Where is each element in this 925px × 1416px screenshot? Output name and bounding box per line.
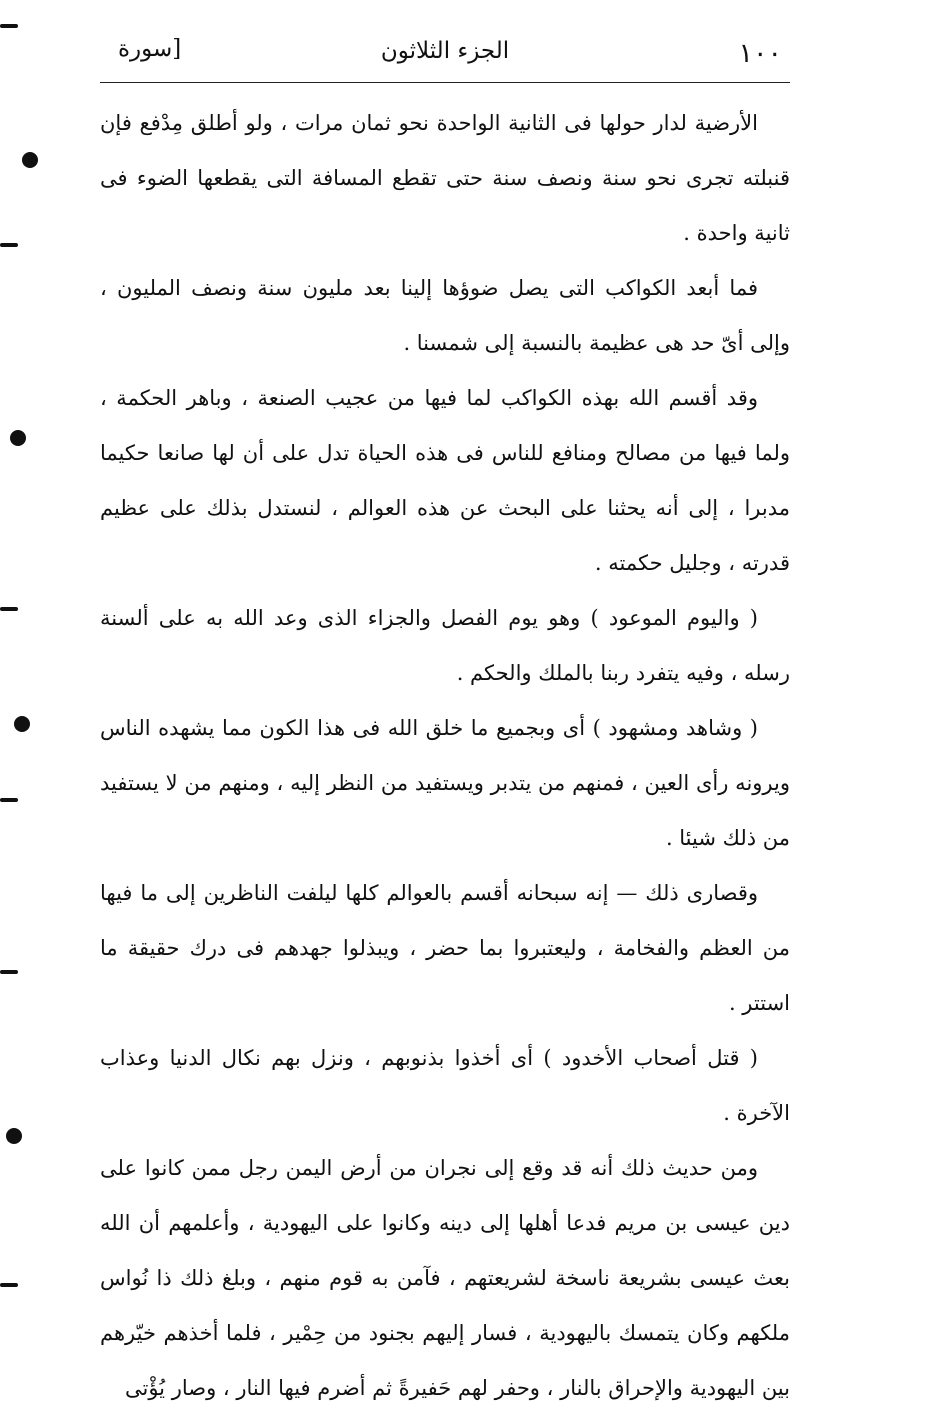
- paragraph: ومن حديث ذلك أنه قد وقع إلى نجران من أرض اليمن رجل ممن كانوا على دين عيسى بن مريم فدعا أهلها إلى دينه وكانوا على اليهودية ، وأعلمهم أن الله بعث عيسى بشريعة ناسخة لشريعتهم ، فآمن به قوم منهم ، وبلغ ذلك ذا نُواس ملكهم وكان يتمسك باليهودية ، فسار إليهم بجنود من حِمْير ، فلما أخذهم خيّرهم بين اليهودية والإحراق بالنار ، وحفر لهم حَفيرةً ثم أضرم فيها النار ، وصار يُؤْتى: [100, 1156, 790, 1400]
- scan-blot: [14, 716, 30, 732]
- paragraph: ( قتل أصحاب الأخدود ) أى أخذوا بذنوبهم ، ونزل بهم نكال الدنيا وعذاب الآخرة .: [100, 1046, 790, 1125]
- paragraph: وقد أقسم الله بهذه الكواكب لما فيها من عجيب الصنعة ، وباهر الحكمة ، ولما فيها من مصالح ومنافع للناس فى هذه الحياة تدل على أن لها صانعا حكيما مدبرا ، إلى أنه يحثنا على البحث عن هذه العوالم ، لنستدل بذلك على عظيم قدرته ، وجليل حكمته .: [100, 386, 790, 575]
- scan-mark: [0, 970, 18, 974]
- paragraph: ( وشاهد ومشهود ) أى وبجميع ما خلق الله فى هذا الكون مما يشهده الناس ويرونه رأى العين ، فمنهم من يتدبر ويستفيد من النظر إليه ، ومنهم من لا يستفيد من ذلك شيئا .: [100, 716, 790, 850]
- scan-mark: [0, 798, 18, 802]
- header-rule: [100, 82, 790, 83]
- paragraph: وقصارى ذلك — إنه سبحانه أقسم بالعوالم كلها ليلفت الناظرين إلى ما فيها من العظم والفخامة ، وليعتبروا بما حضر ، ويبذلوا جهدهم فى درك حقيقة ما استتر .: [100, 881, 790, 1015]
- scan-mark: [0, 1283, 18, 1287]
- part-title: الجزء الثلاثون: [380, 38, 510, 64]
- scan-mark: [0, 607, 18, 611]
- surah-label: [سورة: [118, 36, 182, 62]
- scan-blot: [10, 430, 26, 446]
- page-number: ١٠٠: [738, 38, 782, 69]
- scan-mark: [0, 24, 18, 28]
- scan-mark: [0, 243, 18, 247]
- running-header: [100, 28, 790, 78]
- paragraph: فما أبعد الكواكب التى يصل ضوؤها إلينا بعد مليون سنة ونصف المليون ، وإلى أىّ حد هى عظيمة بالنسبة إلى شمسنا .: [100, 276, 790, 355]
- scan-blot: [22, 152, 38, 168]
- paragraph: ( واليوم الموعود ) وهو يوم الفصل والجزاء الذى وعد الله به على ألسنة رسله ، وفيه يتفرد ربنا بالملك والحكم .: [100, 606, 790, 685]
- scan-blot: [6, 1128, 22, 1144]
- paragraph: الأرضية لدار حولها فى الثانية الواحدة نحو ثمان مرات ، ولو أطلق مِدْفع فإن قنبلته تجرى نحو سنة ونصف سنة حتى تقطع المسافة التى يقطعها الضوء فى ثانية واحدة .: [100, 111, 790, 245]
- body-text: [100, 96, 790, 1416]
